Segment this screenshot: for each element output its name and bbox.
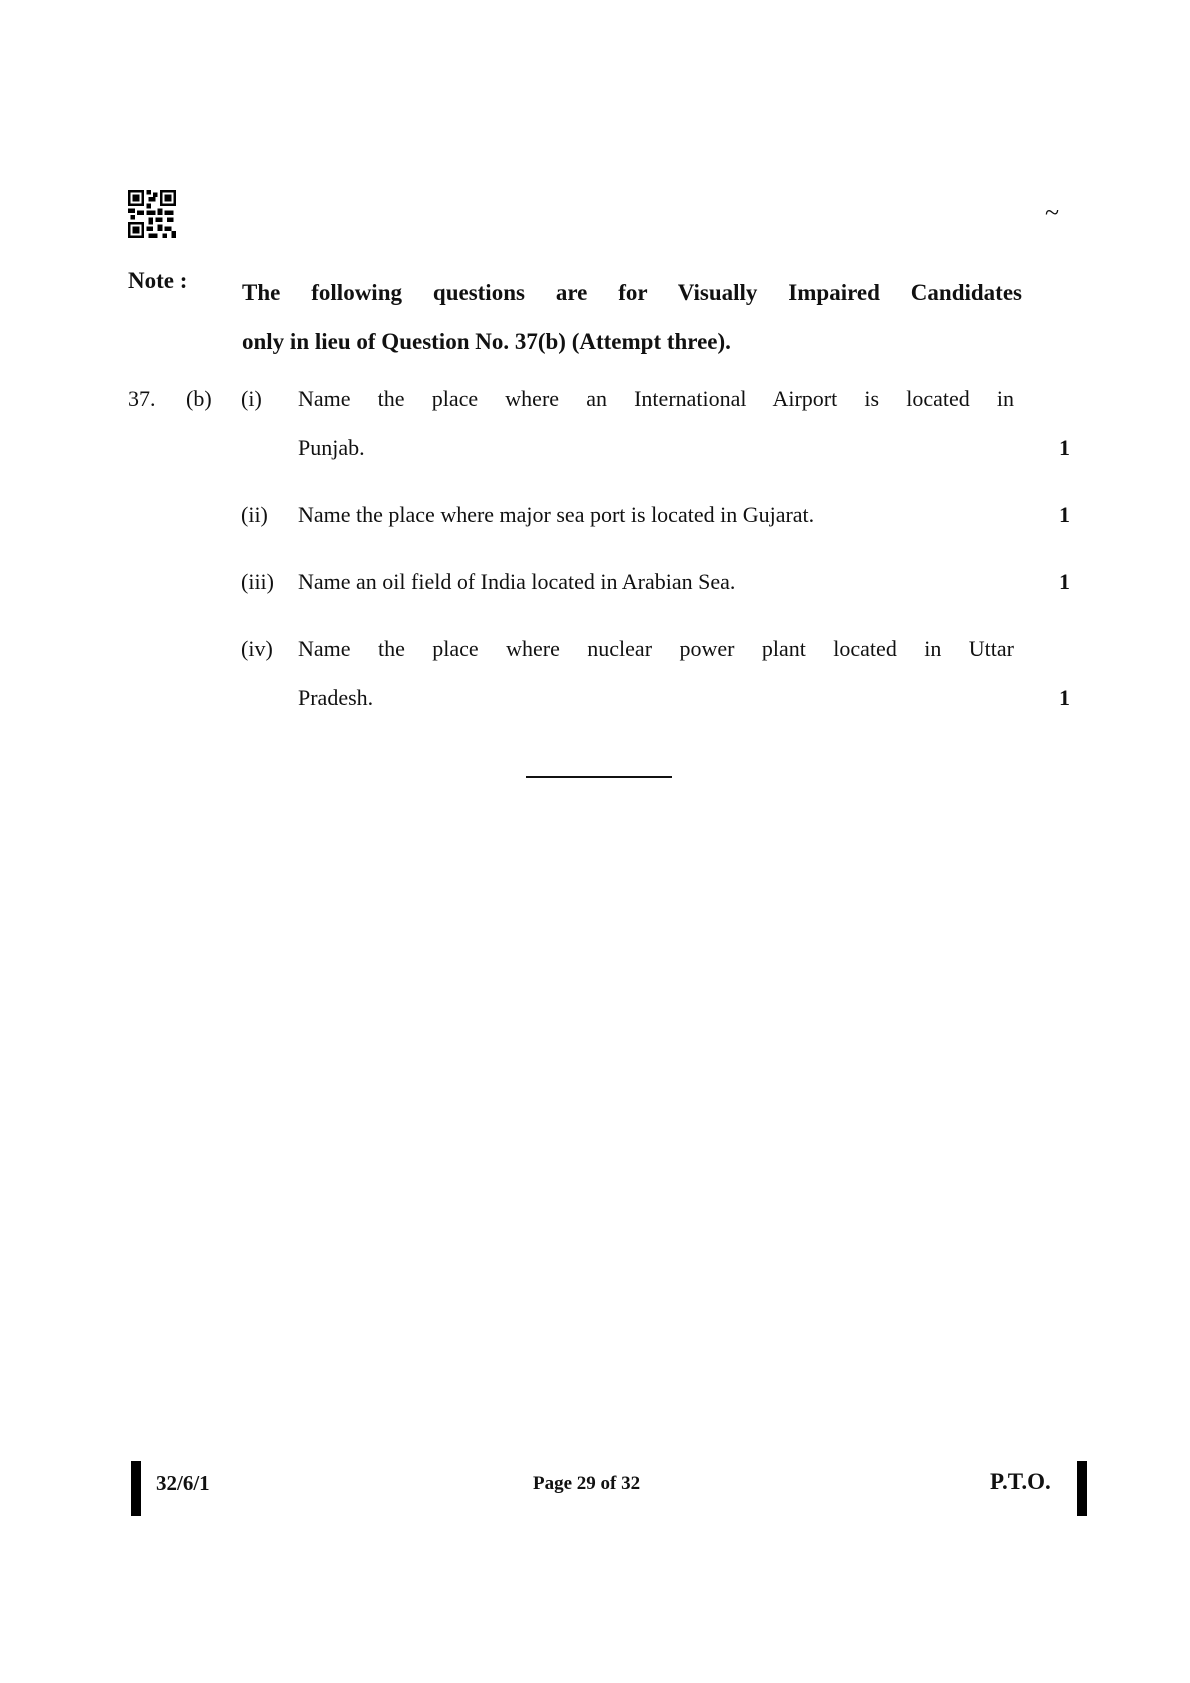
marks-iv: 1 bbox=[1059, 685, 1070, 710]
marks-i: 1 bbox=[1059, 435, 1070, 460]
question-part: (b) bbox=[186, 386, 212, 411]
subquestion-text-i-line1: Name the place where an International Airport is located in bbox=[298, 386, 1014, 411]
subquestion-label-iii: (iii) bbox=[241, 569, 274, 594]
paper-code: 32/6/1 bbox=[156, 1471, 210, 1495]
marks-iii: 1 bbox=[1059, 569, 1070, 594]
subquestion-label-iv: (iv) bbox=[241, 636, 273, 661]
subquestion-text-iv-line2: Pradesh. bbox=[298, 685, 374, 710]
subquestion-label-i: (i) bbox=[241, 386, 262, 411]
note-text bbox=[242, 268, 1022, 366]
subquestion-text-iii: Name an oil field of India located in Arabian Sea. bbox=[298, 569, 736, 594]
note-line-1: The following questions are for Visually Impaired Candidates bbox=[242, 280, 1022, 305]
footer-bar-right bbox=[1077, 1461, 1087, 1516]
footer-bar-left bbox=[131, 1461, 141, 1516]
subquestion-label-ii: (ii) bbox=[241, 502, 268, 527]
page-number: Page 29 of 32 bbox=[533, 1473, 641, 1494]
pto-label: P.T.O. bbox=[990, 1469, 1051, 1494]
question-number: 37. bbox=[128, 386, 156, 411]
corner-mark: ~ bbox=[1045, 198, 1060, 227]
marks-ii: 1 bbox=[1059, 502, 1070, 527]
note-label: Note : bbox=[128, 268, 188, 293]
subquestion-text-iv-line1: Name the place where nuclear power plant located in Uttar bbox=[298, 636, 1014, 661]
subquestion-text-ii: Name the place where major sea port is located in Gujarat. bbox=[298, 502, 815, 527]
note-line-2: only in lieu of Question No. 37(b) (Attempt three). bbox=[242, 329, 731, 354]
subquestion-text-i-line2: Punjab. bbox=[298, 435, 365, 460]
qr-code-icon bbox=[128, 190, 176, 238]
end-divider bbox=[526, 776, 672, 778]
